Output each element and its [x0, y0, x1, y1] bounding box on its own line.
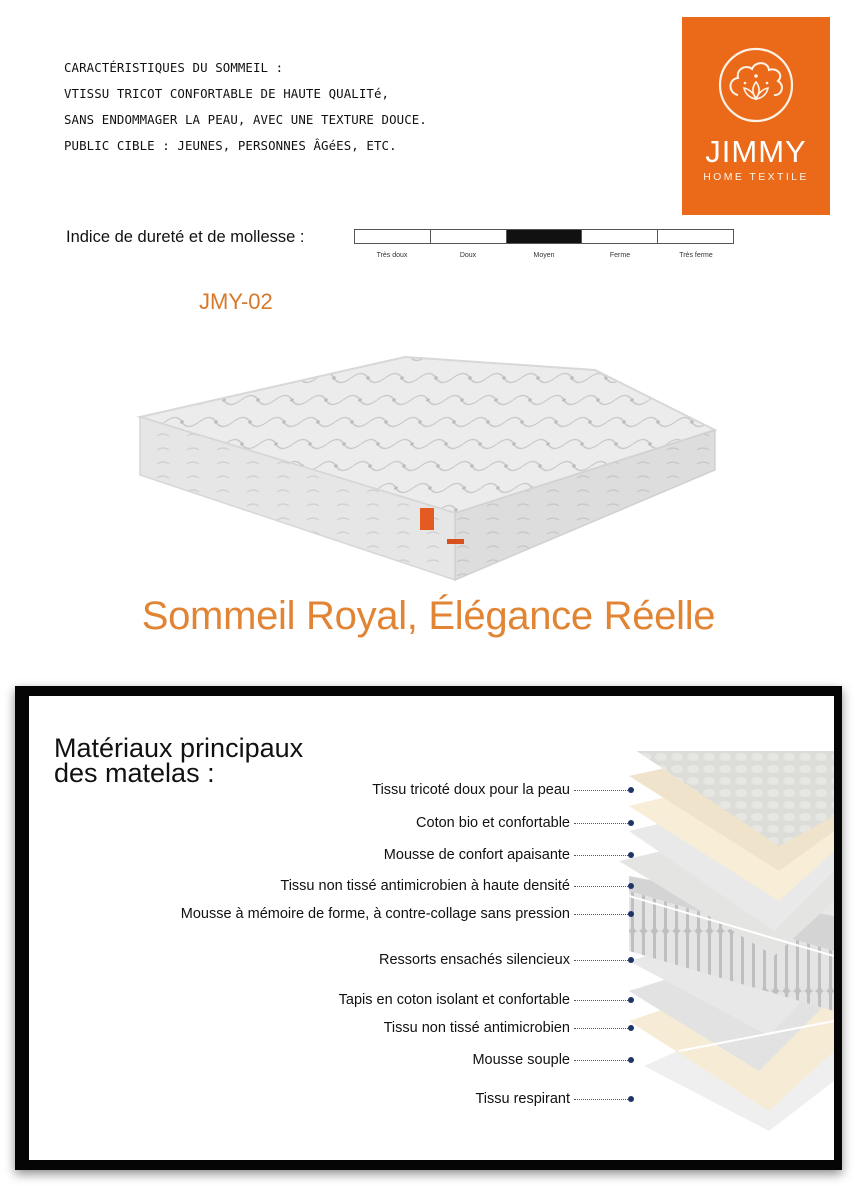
- layer-label-row: [379, 950, 634, 970]
- feature-line: SANS ENDOMMAGER LA PEAU, AVEC UNE TEXTURE DOUCE.: [64, 112, 427, 127]
- layer-marker-dot-icon: [628, 820, 634, 826]
- layer-marker-dot-icon: [628, 1057, 634, 1063]
- layer-label: Tissu non tissé antimicrobien à haute densité: [280, 878, 570, 894]
- leader-line: [574, 1000, 628, 1001]
- materials-panel-content: [29, 696, 834, 1160]
- layer-marker-dot-icon: [628, 852, 634, 858]
- feature-line: PUBLIC CIBLE : JEUNES, PERSONNES ÂGéES, ETC.: [64, 138, 397, 153]
- firmness-tick-labels: [354, 252, 734, 259]
- layer-label-row: [384, 845, 634, 865]
- materials-panel: [15, 686, 842, 1170]
- layer-label: Mousse de confort apaisante: [383, 847, 570, 863]
- materials-title: [54, 733, 304, 788]
- layer-label: Mousse souple: [472, 1052, 570, 1068]
- layer-label: Coton bio et confortable: [416, 815, 570, 831]
- mattress-image: [125, 345, 725, 585]
- leader-line: [574, 914, 628, 915]
- firmness-segment: [582, 230, 658, 243]
- firmness-segment: [355, 230, 431, 243]
- model-number: JMY-02: [199, 289, 273, 314]
- firmness-segment-selected: [507, 230, 583, 243]
- layer-label-row: [475, 1089, 634, 1109]
- layer-label-row: [339, 990, 634, 1010]
- leader-line: [574, 960, 628, 961]
- brand-name: JIMMY: [705, 134, 807, 169]
- firmness-segment: [658, 230, 733, 243]
- layer-label: Mousse à mémoire de forme, à contre-collage sans pression: [180, 906, 570, 922]
- layer-label: Ressorts ensachés silencieux: [378, 952, 570, 968]
- firmness-tick: Très ferme: [679, 252, 713, 259]
- layer-marker-dot-icon: [628, 883, 634, 889]
- firmness-label: Indice de dureté et de mollesse :: [66, 228, 305, 246]
- cotton-flower-icon: [716, 45, 796, 125]
- layer-marker-dot-icon: [628, 911, 634, 917]
- layer-label: Tissu non tissé antimicrobien: [383, 1020, 570, 1036]
- layer-label-row: [372, 780, 634, 800]
- materials-title-line2: des matelas :: [54, 758, 215, 788]
- firmness-tick: Très doux: [376, 252, 408, 259]
- slogan: Sommeil Royal, Élégance Réelle: [141, 594, 716, 638]
- layer-marker-dot-icon: [628, 1025, 634, 1031]
- brand-subtitle: HOME TEXTILE: [703, 171, 809, 183]
- sleep-features: [64, 58, 427, 162]
- materials-title-line1: Matériaux principaux: [54, 733, 304, 763]
- layer-label-row: [181, 904, 634, 924]
- firmness-tick: Ferme: [609, 252, 631, 259]
- layer-marker-dot-icon: [628, 1096, 634, 1102]
- layer-marker-dot-icon: [628, 997, 634, 1003]
- layer-label-row: [384, 1018, 634, 1038]
- leader-line: [574, 886, 628, 887]
- firmness-tick: Moyen: [533, 252, 555, 259]
- leader-line: [574, 1060, 628, 1061]
- layer-label: Tapis en coton isolant et confortable: [338, 992, 570, 1008]
- firmness-scale: [354, 229, 734, 244]
- feature-line: VTISSU TRICOT CONFORTABLE DE HAUTE QUALITé,: [64, 86, 390, 101]
- features-heading: CARACTÉRISTIQUES DU SOMMEIL :: [64, 60, 284, 75]
- layer-label: Tissu tricoté doux pour la peau: [372, 782, 570, 798]
- leader-line: [574, 1028, 628, 1029]
- layer-label-row: [416, 813, 634, 833]
- brand-logo: [682, 17, 830, 215]
- leader-line: [574, 855, 628, 856]
- layer-label-row: [280, 876, 634, 896]
- layer-marker-dot-icon: [628, 957, 634, 963]
- firmness-segment: [431, 230, 507, 243]
- mattress-layers-diagram: [589, 751, 834, 1131]
- leader-line: [574, 790, 628, 791]
- layer-marker-dot-icon: [628, 787, 634, 793]
- layer-label: Tissu respirant: [475, 1091, 570, 1107]
- leader-line: [574, 1099, 628, 1100]
- layer-label-row: [472, 1050, 634, 1070]
- leader-line: [574, 823, 628, 824]
- firmness-tick: Doux: [459, 252, 477, 259]
